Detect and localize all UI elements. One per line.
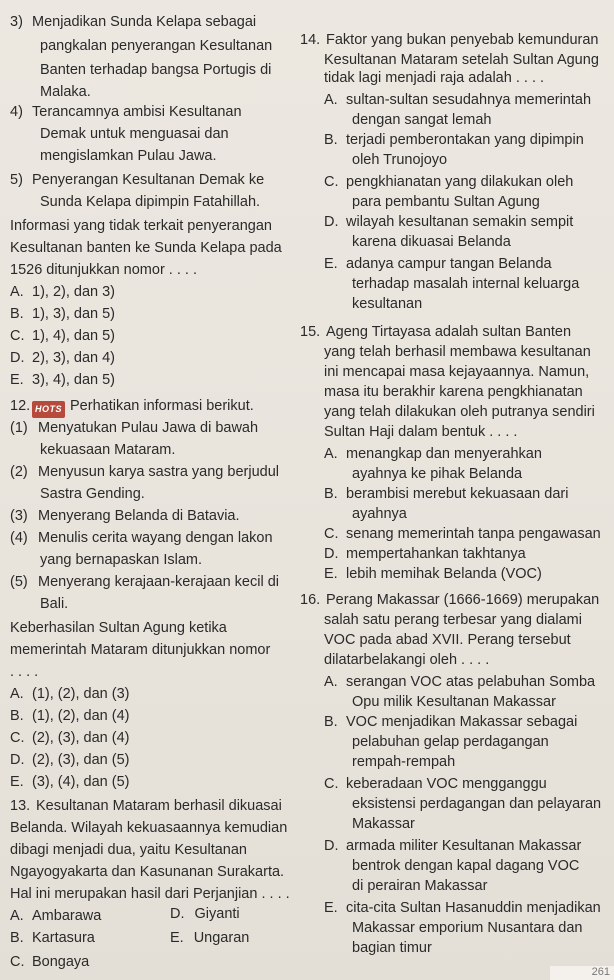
line-text: Menjadikan Sunda Kelapa sebagai [32,14,257,30]
item-number: D. [170,906,185,922]
line-text: bagian timur [352,940,432,956]
line-text: Ngayogyakarta dan Kasunanan Surakarta. [10,864,285,880]
line-text: 3), 4), dan 5) [32,372,116,388]
line-text: Ambarawa [32,908,102,924]
item-number: C. [10,328,25,344]
line-text: oleh Trunojoyo [352,152,448,168]
line-text: mempertahankan takhtanya [346,546,526,562]
line-text: dilatarbelakangi oleh . . . . [324,652,490,668]
item-number: D. [324,546,339,562]
line-text: eksistensi perdagangan dan pelayaran [352,796,602,812]
item-number: C. [324,776,339,792]
line-text: Opu milik Kesultanan Makassar [352,694,556,710]
line-text: Bongaya [32,954,90,970]
item-number: E. [324,900,338,916]
item-number: C. [324,526,339,542]
line-text: Faktor yang bukan penyebab kemunduran [326,32,599,48]
item-number: 3) [10,14,23,30]
item-number: B. [10,306,24,322]
line-text: 1), 3), dan 5) [32,306,116,322]
page-number: 261 [550,966,614,980]
line-text: (2), (3), dan (4) [32,730,130,746]
item-number: C. [324,174,339,190]
line-text: Menyerang Belanda di Batavia. [38,508,240,524]
line-text: pelabuhan gelap perdagangan [352,734,549,750]
item-number: B. [324,132,338,148]
line-text: Sastra Gending. [40,486,145,502]
line-text: . . . . [10,664,39,680]
item-number: E. [170,930,184,946]
line-text: masa itu berakhir karena pengkhianatan [324,384,583,400]
line-text: Menyatukan Pulau Jawa di bawah [38,420,259,436]
line-text: Keberhasilan Sultan Agung ketika [10,620,227,636]
line-text: tidak lagi menjadi raja adalah . . . . [324,70,545,86]
item-number: D. [324,838,339,854]
line-text: Bali. [40,596,69,612]
q13-option [170,930,249,947]
line-text: Kartasura [32,930,95,946]
item-number: E. [324,566,338,582]
line-text: senang memerintah tanpa pengawasan [346,526,601,542]
line-text: rempah-rempah [352,754,456,770]
line-text: Terancamnya ambisi Kesultanan [32,104,242,120]
line-text: karena dikuasai Belanda [352,234,511,250]
item-number: A. [10,686,24,702]
item-number: B. [324,486,338,502]
line-text: Banten terhadap bangsa Portugis di [40,62,272,78]
item-number: (3) [10,508,28,524]
line-text: Penyerangan Kesultanan Demak ke [32,172,265,188]
line-text: kesultanan [352,296,423,312]
item-number: A. [324,674,338,690]
line-text: VOC menjadikan Makassar sebagai [346,714,578,730]
item-number: 13. [10,798,31,814]
item-number: A. [324,446,338,462]
item-number: A. [10,284,24,300]
line-text: dibagi menjadi dua, yaitu Kesultanan [10,842,247,858]
item-number: 4) [10,104,23,120]
line-text: armada militer Kesultanan Makassar [346,838,582,854]
line-text: Makassar emporium Nusantara dan [352,920,583,936]
item-number: (4) [10,530,28,546]
line-text: 1526 ditunjukkan nomor . . . . [10,262,197,278]
line-text: Demak untuk menguasai dan [40,126,229,142]
line-text: Kesultanan Mataram berhasil dikuasai [36,798,282,814]
item-number: 14. [300,32,321,48]
item-number: B. [10,708,24,724]
line-text: yang telah dilakukan oleh putranya sendiri [324,404,595,420]
item-number: C. [10,730,25,746]
item-number: D. [10,752,25,768]
item-number: 5) [10,172,23,188]
item-number: E. [324,256,338,272]
line-text: Malaka. [40,84,91,100]
line-text: Perang Makassar (1666-1669) merupakan [326,592,600,608]
line-text: serangan VOC atas pelabuhan Somba [346,674,596,690]
item-number: (5) [10,574,28,590]
hots-badge: HOTS [32,401,65,418]
line-text: Ageng Tirtayasa adalah sultan Banten [326,324,572,340]
item-number: B. [10,930,24,946]
line-text: pangkalan penyerangan Kesultanan [40,38,273,54]
line-text: bentrok dengan kapal dagang VOC [352,858,580,874]
line-text: Ungaran [193,930,250,946]
item-number: (1) [10,420,28,436]
line-text: Informasi yang tidak terkait penyerangan [10,218,272,234]
line-text: kekuasaan Mataram. [40,442,176,458]
line-text: para pembantu Sultan Agung [352,194,540,210]
line-text: VOC pada abad XVII. Perang tersebut [324,632,571,648]
line-text: Hal ini merupakan hasil dari Perjanjian . . . . [10,886,290,902]
line-text: yang bernapaskan Islam. [40,552,203,568]
line-text: mengislamkan Pulau Jawa. [40,148,217,164]
item-number: 12. [10,398,31,414]
line-text: ayahnya ke pihak Belanda [352,466,523,482]
item-number: A. [10,908,24,924]
line-text: (1), (2), dan (3) [32,686,130,702]
line-text: ayahnya [352,506,407,522]
line-text: (1), (2), dan (4) [32,708,130,724]
line-text: Sunda Kelapa dipimpin Fatahillah. [40,194,261,210]
item-number: 15. [300,324,321,340]
line-text: (3), (4), dan (5) [32,774,130,790]
line-text: 1), 4), dan 5) [32,328,116,344]
line-text: adanya campur tangan Belanda [346,256,552,272]
item-number: (2) [10,464,28,480]
line-text: sultan-sultan sesudahnya memerintah [346,92,592,108]
line-text: berambisi merebut kekuasaan dari [346,486,569,502]
line-text: Belanda. Wilayah kekuasaannya kemudian [10,820,288,836]
line-text: Menyusun karya sastra yang berjudul [38,464,279,480]
item-number: B. [324,714,338,730]
q13-option [170,906,240,923]
item-number: C. [10,954,25,970]
item-number: 16. [300,592,321,608]
line-text: memerintah Mataram ditunjukkan nomor [10,642,271,658]
line-text: salah satu perang terbesar yang dialami [324,612,582,628]
line-text: Kesultanan Mataram setelah Sultan Agung [324,52,599,68]
line-text: cita-cita Sultan Hasanuddin menjadikan [346,900,601,916]
line-text: Sultan Haji dalam bentuk . . . . [324,424,518,440]
item-number: E. [10,774,24,790]
line-text: yang telah berhasil membawa kesultanan [324,344,591,360]
line-text: pengkhianatan yang dilakukan oleh [346,174,574,190]
line-text: 2), 3), dan 4) [32,350,116,366]
line-text: keberadaan VOC mengganggu [346,776,547,792]
line-text: Menulis cerita wayang dengan lakon [38,530,273,546]
line-text: lebih memihak Belanda (VOC) [346,566,542,582]
line-text: (2), (3), dan (5) [32,752,130,768]
line-text: wilayah kesultanan semakin sempit [346,214,574,230]
line-text: 1), 2), dan 3) [32,284,116,300]
line-text: terjadi pemberontakan yang dipimpin [346,132,584,148]
line-text: dengan sangat lemah [352,112,492,128]
line-text: Makassar [352,816,415,832]
line-text: Giyanti [194,906,240,922]
line-text: terhadap masalah internal keluarga [352,276,580,292]
item-number: A. [324,92,338,108]
line-text: Menyerang kerajaan-kerajaan kecil di [38,574,279,590]
line-text: di perairan Makassar [352,878,488,894]
item-number: D. [10,350,25,366]
item-number: E. [10,372,24,388]
line-text: ini mencapai masa kejayaannya. Namun, [324,364,590,380]
line-text: Kesultanan banten ke Sunda Kelapa pada [10,240,282,256]
line-text: menangkap dan menyerahkan [346,446,542,462]
line-text: Perhatikan informasi berikut. [70,398,254,414]
item-number: D. [324,214,339,230]
